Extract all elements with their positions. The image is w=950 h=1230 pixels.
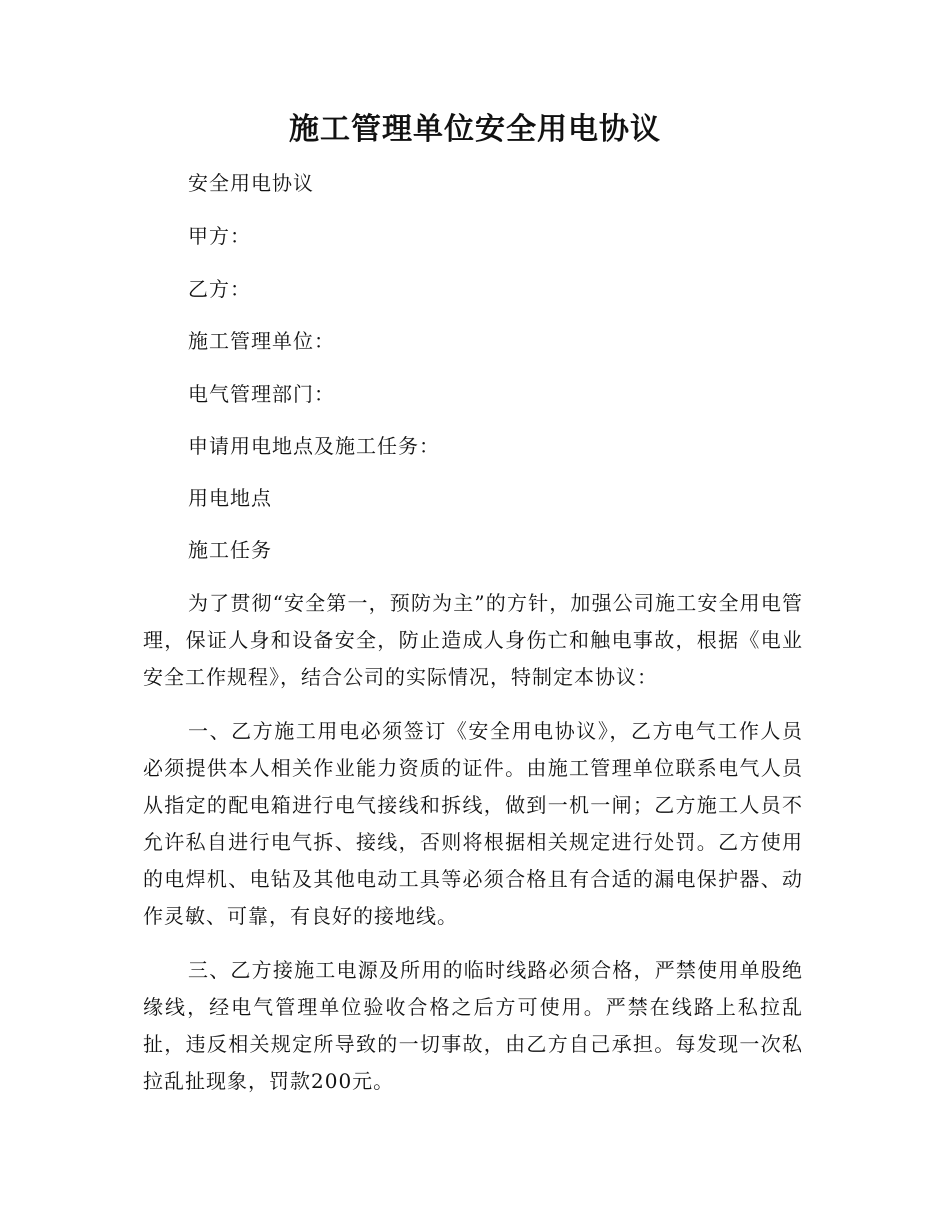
field-party-a: 甲方： xyxy=(188,224,251,248)
field-construction-task: 施工任务 xyxy=(188,538,272,562)
field-electrical-management-dept: 电气管理部门： xyxy=(188,382,335,406)
field-agreement-name: 安全用电协议 xyxy=(188,171,314,195)
field-application-location-and-task: 申请用电地点及施工任务： xyxy=(188,434,440,458)
document-title: 施工管理单位安全用电协议 xyxy=(289,112,661,147)
paragraph-preamble: 为了贯彻“安全第一，预防为主”的方针，加强公司施工安全用电管理，保证人身和设备安全，防止造成人身伤亡和触电事故，根据《电业安全工作规程》，结合公司的实际情况，特制定本协议： xyxy=(143,591,803,689)
field-party-b: 乙方： xyxy=(188,277,251,301)
field-power-location: 用电地点 xyxy=(188,486,272,510)
paragraph-clause-1: 一、乙方施工用电必须签订《安全用电协议》，乙方电气工作人员必须提供本人相关作业能力资质的证件。由施工管理单位联系电气人员从指定的配电箱进行电气接线和拆线，做到一机一闸；乙方施工人员不允许私自进行电气拆、接线，否则将根据相关规定进行处罚。乙方使用的电焊机、电钻及其他电动工具等必须合格且有合适的漏电保护器、动作灵敏、可靠，有良好的接地线。 xyxy=(143,719,803,928)
paragraph-clause-3: 三、乙方接施工电源及所用的临时线路必须合格，严禁使用单股绝缘线，经电气管理单位验收合格之后方可使用。严禁在线路上私拉乱扯，违反相关规定所导致的一切事故，由乙方自己承担。每发现一次私拉乱扯现象，罚款200元。 xyxy=(143,958,803,1093)
field-construction-management-unit: 施工管理单位： xyxy=(188,329,335,353)
